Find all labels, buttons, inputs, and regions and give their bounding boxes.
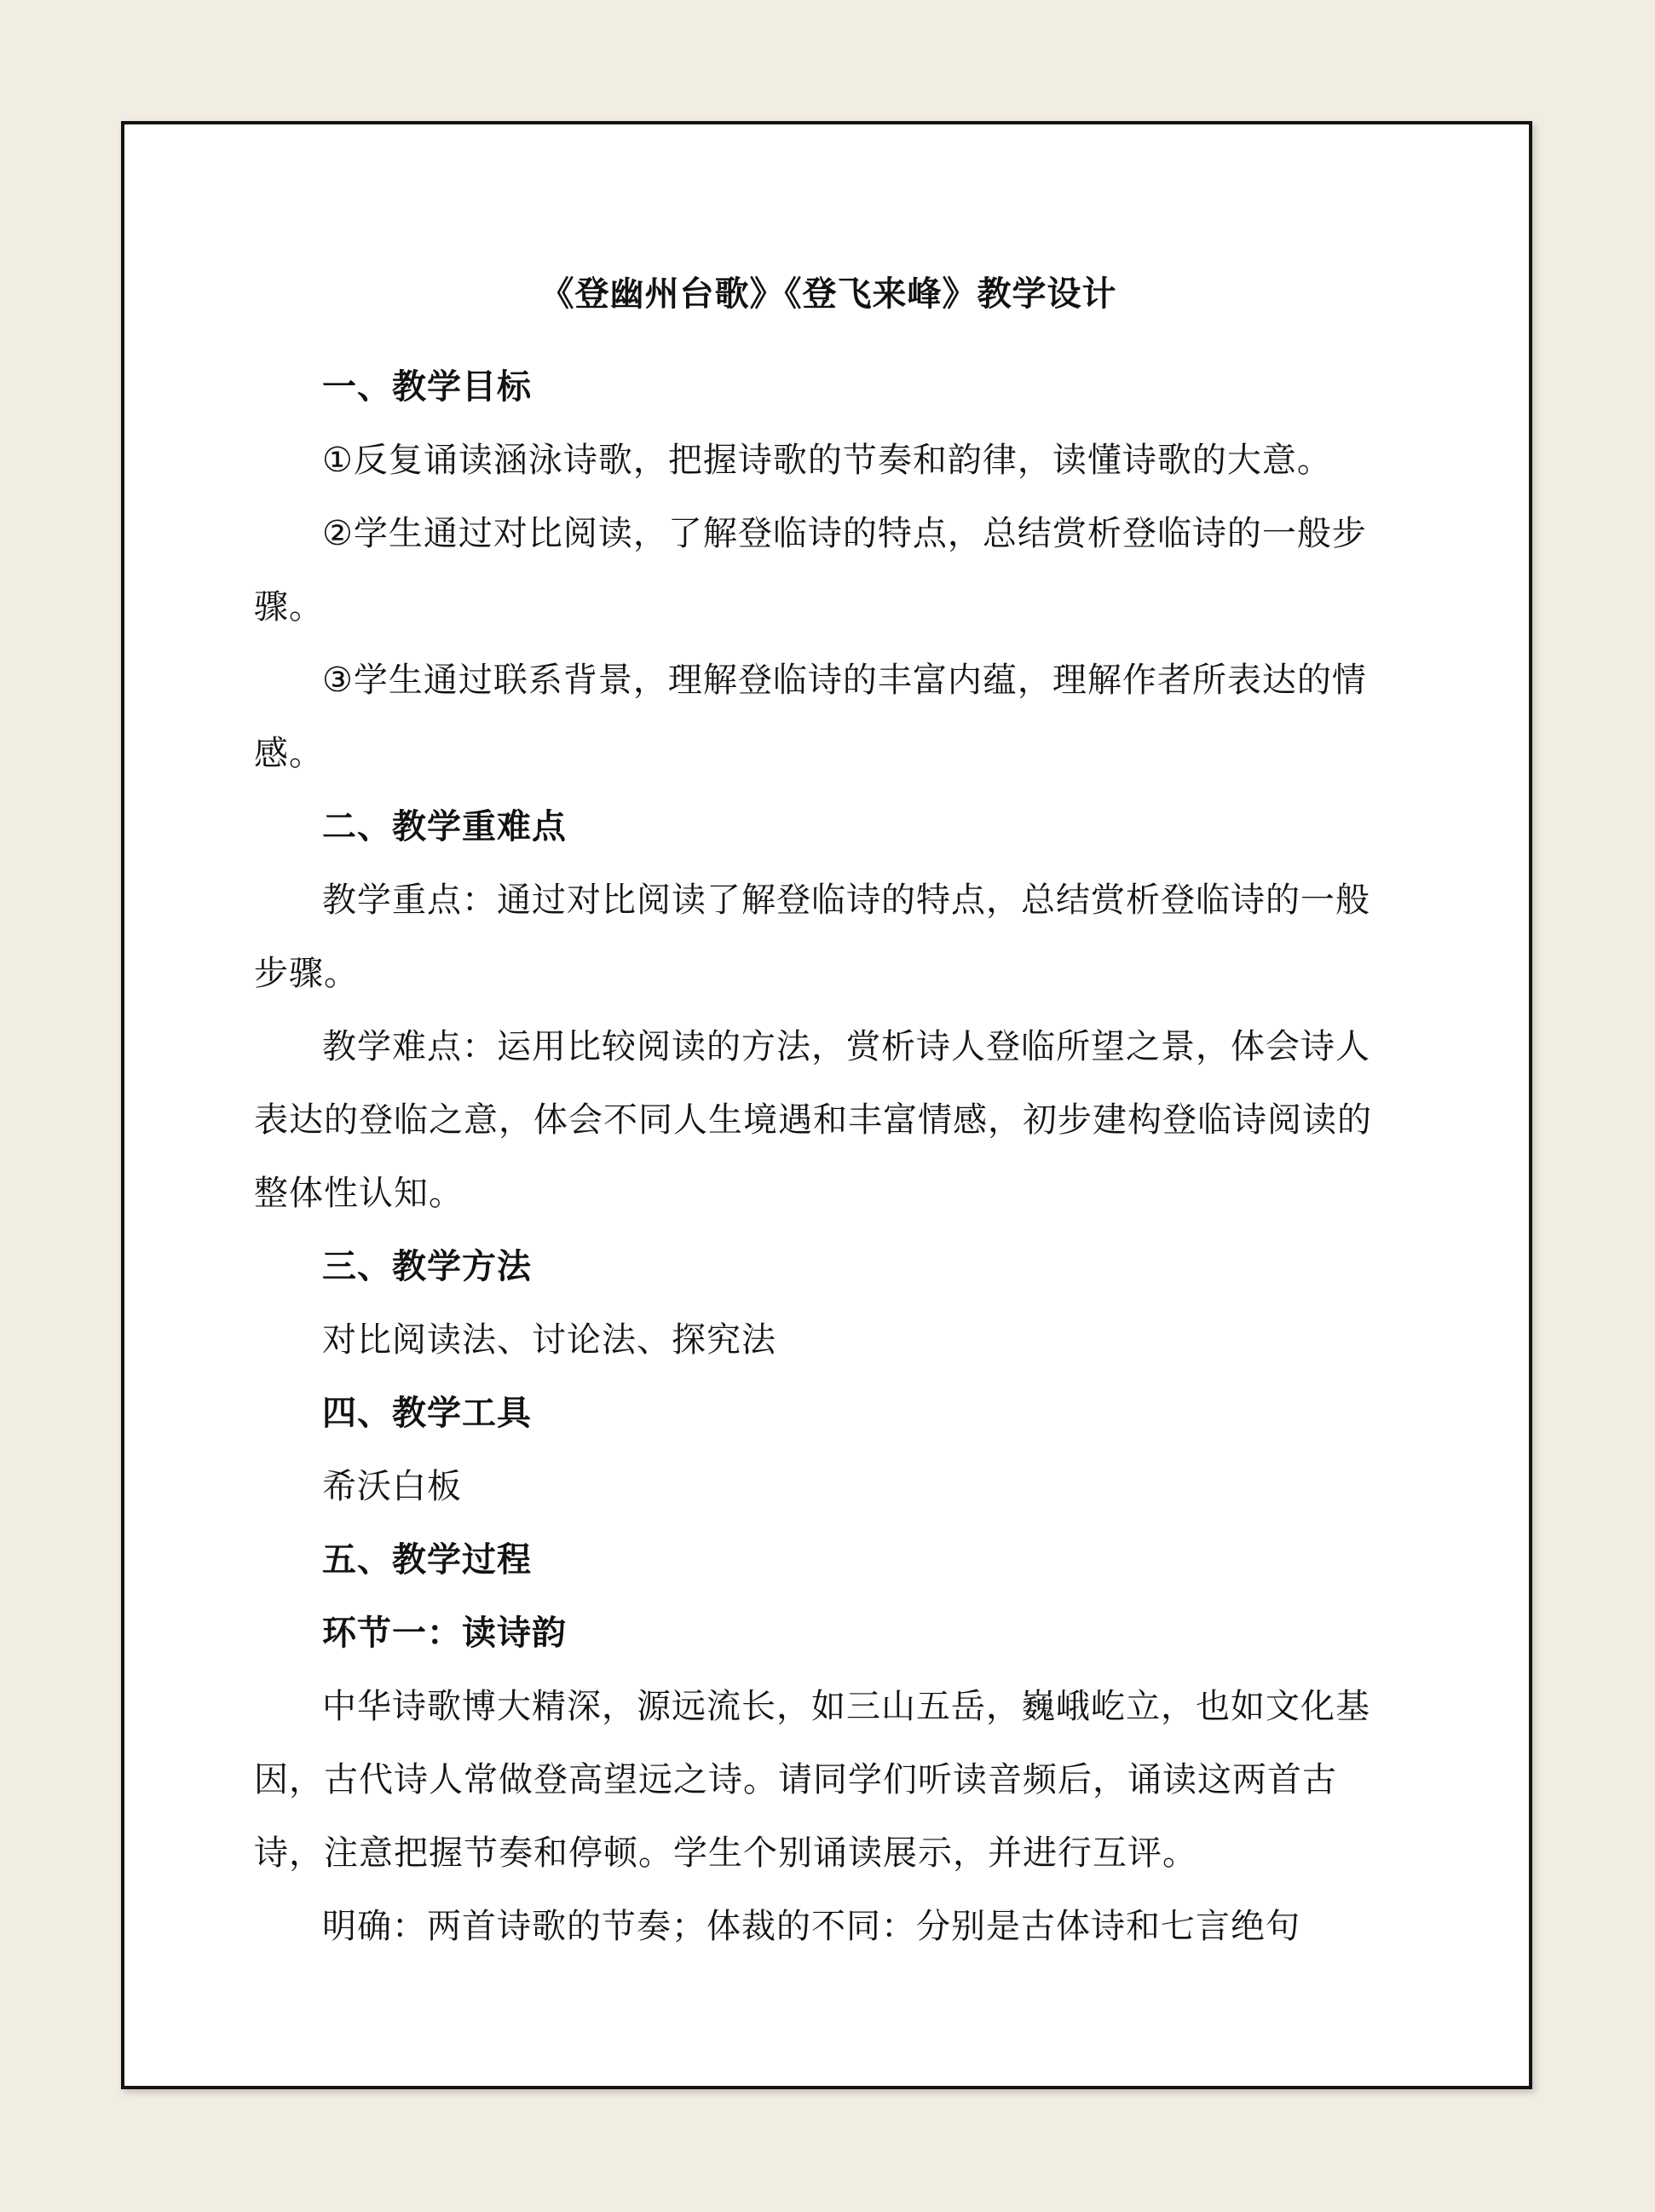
section-heading-objectives: 一、教学目标 [322,367,532,407]
tools-paragraph: 希沃白板 [322,1467,462,1506]
section-heading-tools: 四、教学工具 [322,1394,532,1433]
objective-3: ③学生通过联系背景，理解登临诗的丰富内蕴，理解作者所表达的情感。 [254,661,1367,773]
document-content [254,272,1403,1963]
document-title: 《登幽州台歌》《登飞来峰》教学设计 [539,274,1117,314]
methods-paragraph: 对比阅读法、讨论法、探究法 [322,1320,776,1360]
process-step-heading: 环节一：读诗韵 [322,1614,567,1653]
difficult-point-paragraph: 教学难点：运用比较阅读的方法，赏析诗人登临所望之景，体会诗人表达的登临之意，体会不同人生境遇和丰富情感，初步建构登临诗阅读的整体性认知。 [254,1027,1372,1213]
process-paragraph: 中华诗歌博大精深，源远流长，如三山五岳，巍峨屹立，也如文化基因，古代诗人常做登高望远之诗。请同学们听读音频后，诵读这两首古诗，注意把握节奏和停顿。学生个别诵读展示，并进行互评。 [254,1687,1370,1873]
section-heading-methods: 三、教学方法 [322,1247,532,1286]
objective-2: ②学生通过对比阅读，了解登临诗的特点，总结赏析登临诗的一般步骤。 [254,514,1367,627]
document-page [121,121,1532,2089]
section-heading-process: 五、教学过程 [322,1540,532,1580]
process-conclusion: 明确：两首诗歌的节奏；体裁的不同：分别是古体诗和七言绝句 [322,1907,1300,1946]
section-heading-key-points: 二、教学重难点 [322,807,567,846]
key-point-paragraph: 教学重点：通过对比阅读了解登临诗的特点，总结赏析登临诗的一般步骤。 [254,881,1370,993]
objective-1: ①反复诵读涵泳诗歌，把握诗歌的节奏和韵律，读懂诗歌的大意。 [322,441,1332,480]
